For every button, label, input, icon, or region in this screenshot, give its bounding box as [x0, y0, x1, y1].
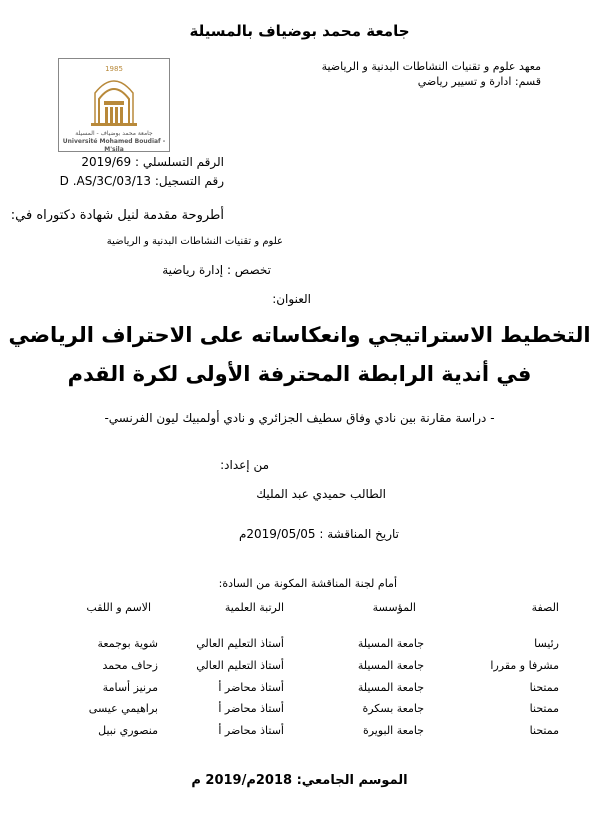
academic-season: الموسم الجامعي: 2018م/2019 م [191, 773, 408, 788]
serial-number: الرقم التسلسلي : 2019/69 [81, 155, 224, 169]
thesis-intro: أطروحة مقدمة لنيل شهادة دكتوراه في: [10, 208, 224, 223]
member-institution: جامعة المسيلة [357, 681, 424, 694]
member-role: رئيسا [534, 637, 559, 650]
member-institution: جامعة المسيلة [357, 659, 424, 672]
member-rank: أستاذ محاضر أ [218, 724, 284, 737]
header-institution: المؤسسة [372, 601, 416, 614]
thesis-title-line1: التخطيط الاستراتيجي وانعكاساته على الاحتراف الرياضي [8, 323, 591, 347]
prepared-by-label: من إعداد: [220, 458, 269, 472]
logo-name-fr: Université Mohamed Boudiaf - M'sila [62, 138, 166, 153]
registration-number: رقم التسجيل: D .AS/3C/03/13 [59, 174, 224, 188]
member-name: شوية بوجمعة [97, 637, 158, 650]
header-role: الصفة [531, 601, 559, 614]
member-institution: جامعة بسكرة [362, 702, 424, 715]
member-name: زحاف محمد [102, 659, 158, 672]
logo-year: 1985 [105, 65, 123, 73]
header-name: الاسم و اللقب [86, 601, 151, 614]
defense-date: تاريخ المناقشة : 2019/05/05م [238, 527, 399, 541]
university-name: جامعة محمد بوضياف بالمسيلة [189, 22, 410, 40]
thesis-title-line2: في أندية الرابطة المحترفة الأولى لكرة القدم [67, 362, 532, 386]
logo-building-icon [77, 65, 151, 129]
member-role: مشرفا و مقررا [490, 659, 559, 672]
member-rank: أستاذ محاضر أ [218, 702, 284, 715]
logo-caption [59, 130, 169, 154]
thesis-field: علوم و تقنيات النشاطات البدنية و الرياضية [106, 236, 283, 247]
member-name: براهيمي عيسى [88, 702, 158, 715]
thesis-specialty: تخصص : إدارة رياضية [162, 263, 271, 277]
committee-label: أمام لجنة المناقشة المكونة من السادة: [218, 577, 397, 590]
member-institution: جامعة المسيلة [357, 637, 424, 650]
member-rank: أستاذ التعليم العالي [196, 659, 284, 672]
student-name: الطالب حميدي عبد المليك [256, 487, 386, 501]
logo-name-ar: جامعة محمد بوضياف - المسيلة [75, 130, 153, 137]
member-rank: أستاذ محاضر أ [218, 681, 284, 694]
title-label: العنوان: [272, 292, 311, 306]
member-role: ممتحنا [529, 681, 559, 694]
member-name: مرنيز أسامة [102, 681, 158, 694]
member-institution: جامعة البويرة [362, 724, 424, 737]
member-name: منصوري نبيل [98, 724, 158, 737]
university-logo [58, 58, 170, 152]
header-rank: الرتبة العلمية [224, 601, 284, 614]
member-rank: أستاذ التعليم العالي [196, 637, 284, 650]
institute-name: معهد علوم و تقنيات النشاطات البدنية و الرياضية [321, 60, 541, 73]
member-role: ممتحنا [529, 724, 559, 737]
logo-emblem [77, 65, 151, 129]
department-name: قسم: ادارة و تسيير رياضي [417, 75, 541, 88]
thesis-subtitle: - دراسة مقارنة بين نادي وفاق سطيف الجزائري و نادي أولمبيك ليون الفرنسي- [104, 411, 495, 425]
member-role: ممتحنا [529, 702, 559, 715]
